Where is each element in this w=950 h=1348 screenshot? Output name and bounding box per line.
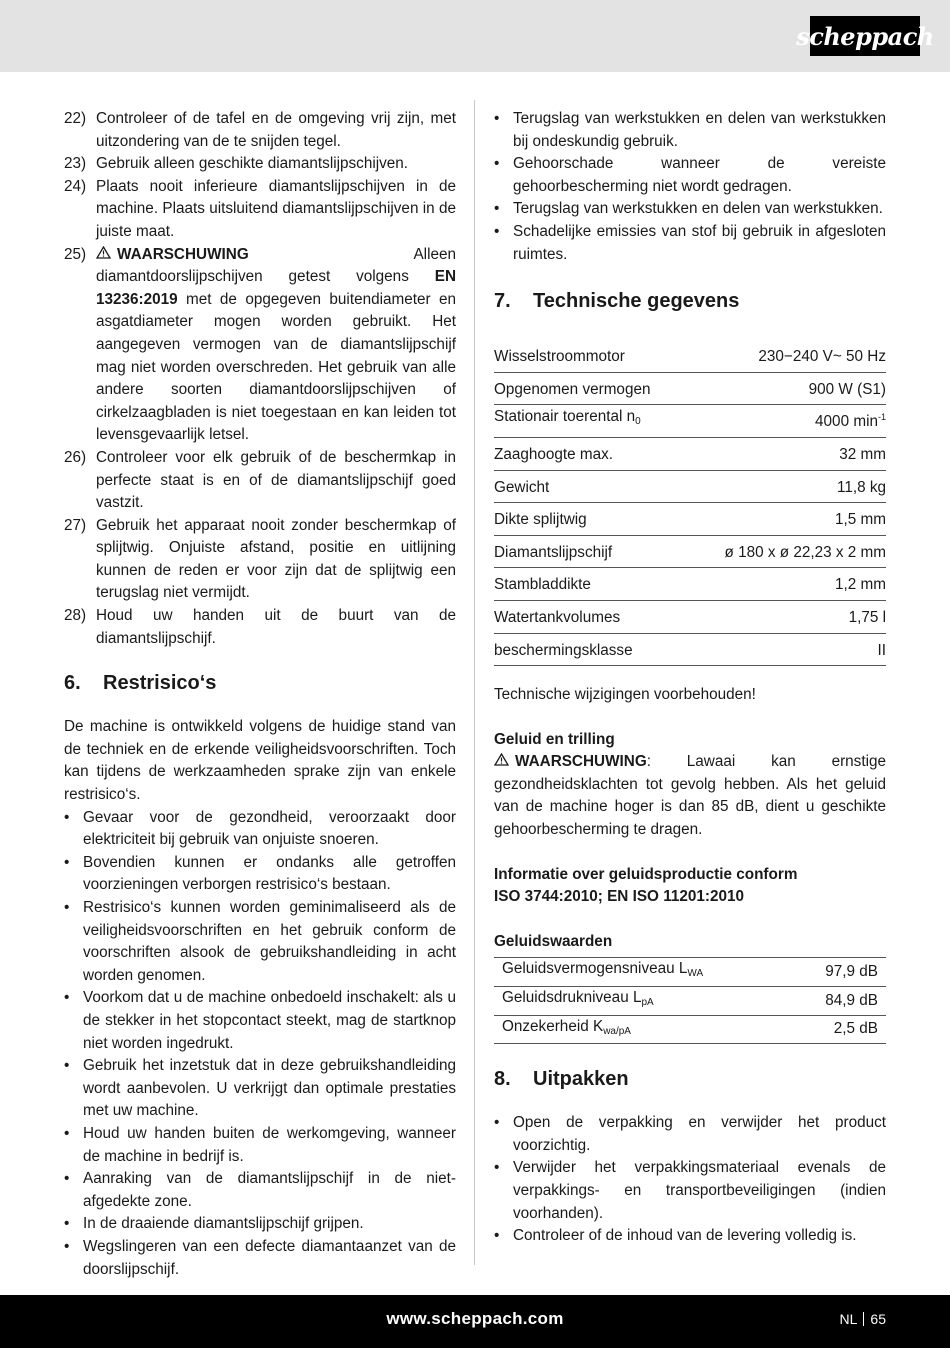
section-intro: De machine is ontwikkeld volgens de huidige stand van de techniek en de erkende veiligheidsvoorschriften. Toch kan tijdens de werkzaamheden sprake zijn van enkele restrisico‘s. xyxy=(64,718,456,804)
list-item: • Verwijder het verpakkingsmateriaal evenals de verpakkings- en transportbeveiligingen (indien voorhanden). xyxy=(494,1159,886,1222)
table-row: Stationair toerental $n_0$ 4000 $\min^{-1}$ xyxy=(494,405,886,438)
list-item: • Gevaar voor de gezondheid, veroorzaakt door elektriciteit bij gebruik van onjuiste snoeren. xyxy=(64,808,456,849)
noise-heading: Geluid en trilling xyxy=(494,730,615,748)
warning-triangle-icon xyxy=(494,751,509,774)
list-item: • Terugslag van werkstukken en delen van werkstukken bij ondeskundig gebruik. xyxy=(494,110,886,150)
table-row: Wisselstroommotor 230−240 V~ 50 Hz xyxy=(494,340,886,372)
table-row: Zaaghoogte max. 32 mm xyxy=(494,437,886,470)
list-item: • Gebruik het inzetstuk dat in deze gebruikshandleiding wordt aanbevolen. U verkrijgt dan optimale prestaties met uw machine. xyxy=(64,1057,456,1120)
section-heading: 6. Restrisico‘s xyxy=(64,672,217,695)
table-row: Watertankvolumes 1,75 l xyxy=(494,600,886,633)
list-item: 28) Houd uw handen uit de buurt van de diamantslijpschijf. xyxy=(64,607,456,647)
list-item: • Controleer of de inhoud van de levering volledig is. xyxy=(494,1227,857,1245)
table-row: beschermingsklasse II xyxy=(494,633,886,666)
warning-triangle-icon xyxy=(96,244,111,267)
noise-info-line-2: ISO 3744:2010; EN ISO 11201:2010 xyxy=(494,888,745,906)
list-item: • Voorkom dat u de machine onbedoeld inschakelt: als u de stekker in het stopcontact steekt, mag de startknop niet worden ingedrukt. xyxy=(64,989,456,1052)
sound-values-heading: Geluidswaarden xyxy=(494,932,613,950)
list-item: 24) Plaats nooit inferieure diamantslijpschijven in de machine. Plaats uitsluitend diamantslijpschijven in de juiste maat. xyxy=(64,177,456,240)
list-item: 26) Controleer voor elk gebruik of de beschermkap in perfecte staat is en of de diamantslijpschijf goed vastzit. xyxy=(64,448,456,512)
table-row: Diamantslijpschijf ø 180 x ø 22,23 x 2 mm xyxy=(494,535,886,568)
noise-info-line-1: Informatie over geluidsproductie conform xyxy=(494,865,798,883)
list-item: • Schadelijke emissies van stof bij gebruik in afgesloten ruimtes. xyxy=(494,222,886,263)
table-row: Geluidsvermogensniveau $L_{WA}$ 97,9 dB xyxy=(494,958,886,987)
left-column xyxy=(64,108,456,1281)
risk-list-continued xyxy=(494,108,886,266)
noise-warning: WAARSCHUWING: Lawaai kan ernstige gezondheidsklachten tot gevolg hebben. Als het geluid van de machine hoger is dan 85 dB, dient u geschikte gehoorbescherming te dragen. xyxy=(494,753,886,839)
list-item: • Bovendien kunnen er ondanks alle getroffen voorzieningen verborgen restrisico‘s bestaan. xyxy=(64,853,456,894)
table-row: Dikte splijtwig 1,5 mm xyxy=(494,503,886,536)
table-row: Stambladdikte 1,2 mm xyxy=(494,568,886,601)
section-heading: 8. Uitpakken xyxy=(494,1068,629,1091)
spec-table xyxy=(494,340,886,666)
list-item: • Wegslingeren van een defecte diamantaanzet van de doorslijpschijf. xyxy=(64,1237,456,1278)
table-row: Onzekerheid $K_{wa/pA}$ 2,5 dB xyxy=(494,1015,886,1044)
page-number: NL 65 xyxy=(839,1311,886,1327)
right-column xyxy=(494,108,886,1248)
tech-note: Technische wijzigingen voorbehouden! xyxy=(494,686,756,704)
website-url: www.scheppach.com xyxy=(386,1309,564,1328)
list-item: • Gehoorschade wanneer de vereiste gehoorbescherming niet wordt gedragen. xyxy=(494,155,886,195)
list-item: 22) Controleer of de tafel en de omgeving vrij zijn, met uitzondering van de te snijden tegel. xyxy=(64,110,456,150)
risk-list xyxy=(64,807,456,1281)
list-item: • Open de verpakking en verwijder het product voorzichtig. xyxy=(494,1114,886,1154)
table-row: Geluidsdrukniveau $L_{pA}$ 84,9 dB xyxy=(494,987,886,1016)
list-item: • Restrisico‘s kunnen worden geminimaliseerd als de veiligheidsvoorschriften en het gebruik conform de voorschriften alsook de gebruikshandleiding in acht worden genomen. xyxy=(64,899,456,984)
section-heading: 7. Technische gegevens xyxy=(494,290,740,313)
list-item: • Aanraking van de diamantslijpschijf in de niet-afgedekte zone. xyxy=(64,1170,456,1210)
footer xyxy=(0,1295,950,1348)
list-item-warning: 25) WAARSCHUWING Alleen diamantdoorslijpschijven getest volgens EN 13236:2019 met de opgegeven buitendiameter en asgatdiameter mogen worden gebruikt. Het aangegeven vermogen van de diamantslijpschijf mag niet worden overschreden. Het gebruik van alle andere soorten diamantdoorslijpschijven of cirkelzaagbladen is niet toegestaan en kan leiden tot levensgevaarlijk letsel. xyxy=(64,245,456,444)
unpack-list xyxy=(494,1112,886,1248)
table-row: Gewicht 11,8 kg xyxy=(494,470,886,503)
list-item: • Houd uw handen buiten de werkomgeving, wanneer de machine in bedrijf is. xyxy=(64,1124,456,1165)
scheppach-logo: scheppach xyxy=(810,16,920,56)
column-divider xyxy=(474,100,475,1265)
table-row: Opgenomen vermogen 900 W (S1) xyxy=(494,372,886,405)
sound-table xyxy=(494,957,886,1044)
list-item: 23) Gebruik alleen geschikte diamantslijpschijven. xyxy=(64,155,409,173)
list-item: 27) Gebruik het apparaat nooit zonder beschermkap of splijtwig. Onjuiste afstand, positie en uitlijning kunnen de reden er voor zijn dat de splijtwig een terugslag niet vermijdt. xyxy=(64,516,456,602)
list-item: • In de draaiende diamantslijpschijf grijpen. xyxy=(64,1215,364,1233)
list-item: • Terugslag van werkstukken en delen van werkstukken. xyxy=(494,200,883,218)
